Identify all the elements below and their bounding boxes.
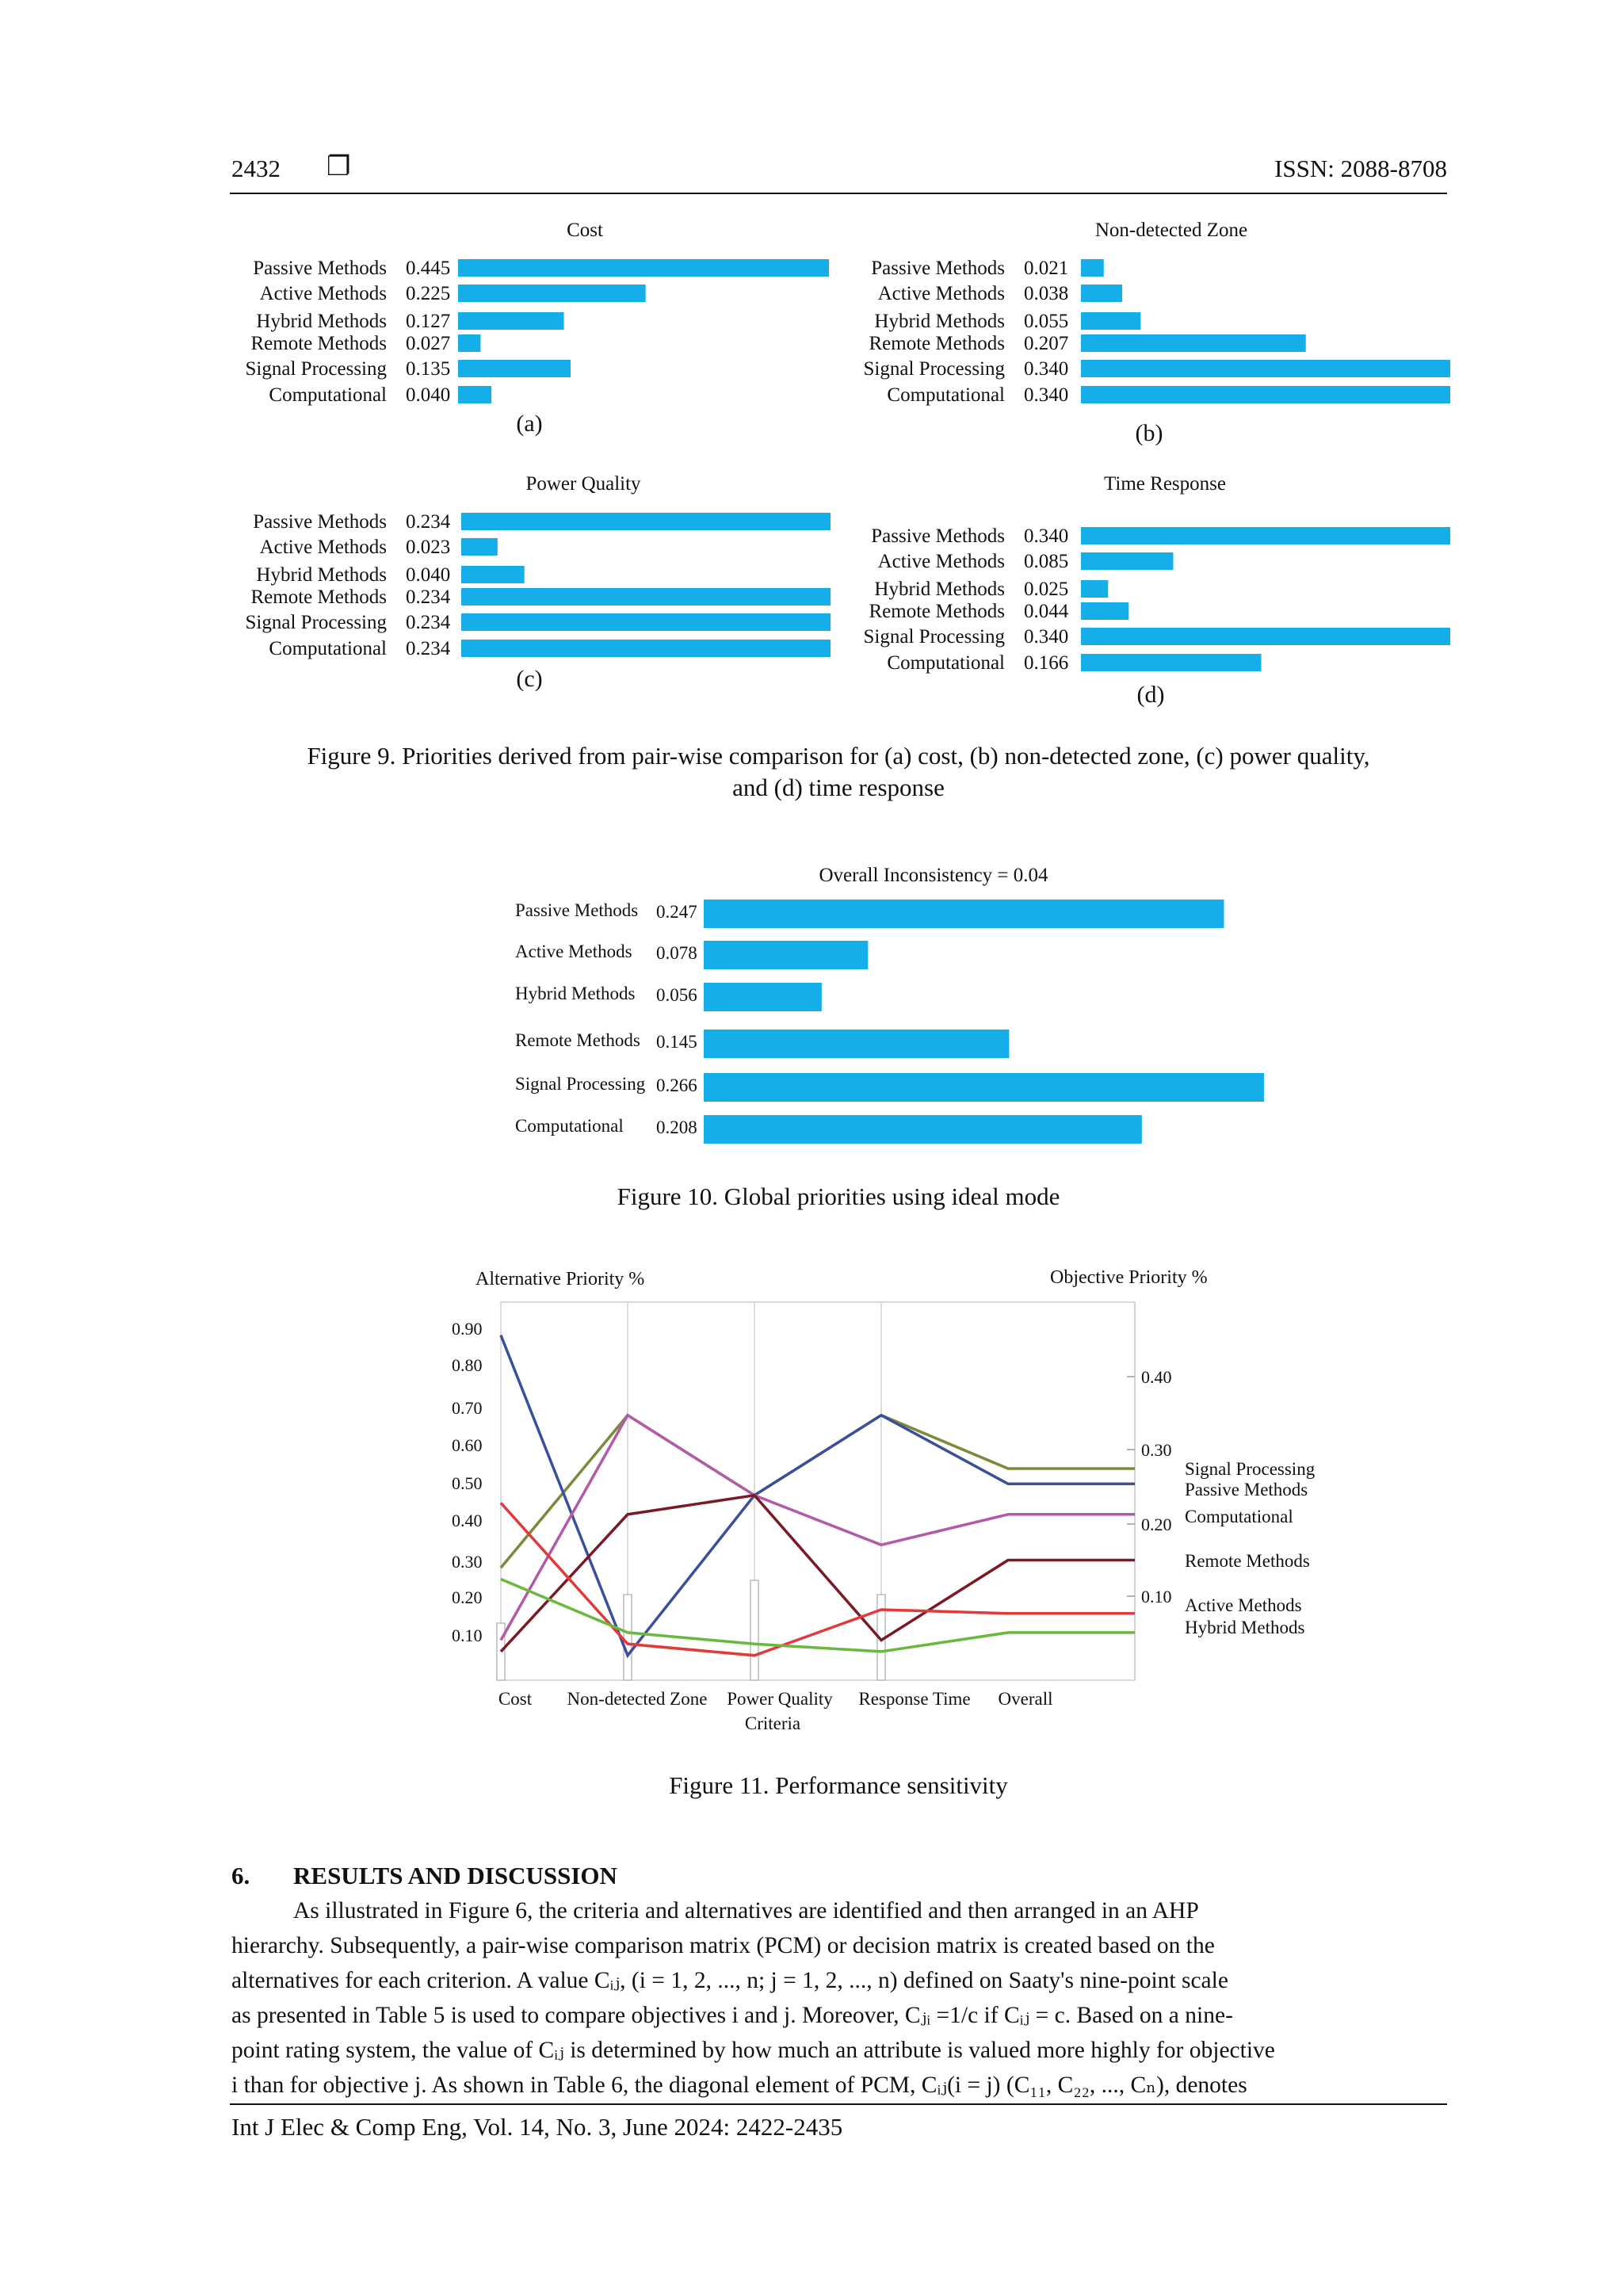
panel-title: Non-detected Zone [1094,220,1248,241]
bar [704,1073,1264,1102]
bar [458,386,491,403]
left-tick-label: 0.50 [452,1473,483,1493]
left-tick-label: 0.60 [452,1435,483,1455]
bar-category-label: Hybrid Methods [256,311,387,332]
bar [1081,552,1174,570]
bar [704,1030,1009,1058]
bar-category-label: Remote Methods [250,586,387,608]
bar [461,538,498,556]
bar-category-label: Hybrid Methods [515,984,636,1003]
bar-category-label: Active Methods [259,537,387,558]
figure-9-caption [230,740,1447,804]
bar-value-label: 0.340 [1024,525,1069,547]
panel-label: (b) [1135,420,1163,446]
bar-value-label: 0.234 [406,586,451,608]
bar-value-label: 0.234 [406,638,451,659]
body-line: as presented in Table 5 is used to compare objectives i and j. Moreover, Cⱼᵢ =1/c if Cᵢⱼ = c. Based on a nine- [231,2003,1233,2028]
left-axis-title: Alternative Priority % [475,1269,645,1289]
legend-entry: Passive Methods [1185,1480,1308,1499]
bar-category-label: Passive Methods [871,525,1005,547]
bar-category-label: Computational [269,638,387,659]
left-tick-label: 0.30 [452,1552,483,1572]
bar [1081,285,1122,302]
legend-entry: Active Methods [1185,1595,1302,1615]
issn: ISSN: 2088-8708 [1274,155,1447,182]
bar [1081,527,1450,544]
figure-9-caption-line2: and (d) time response [732,774,945,801]
bar [458,312,564,330]
bar [461,640,831,657]
panel-label: (d) [1136,682,1165,708]
right-tick-label: 0.40 [1141,1367,1172,1387]
right-tick-label: 0.30 [1141,1440,1172,1460]
x-axis-title: Criteria [744,1713,801,1733]
bar-category-label: Signal Processing [245,612,387,633]
section-number: 6. [231,1862,250,1889]
bar-category-label: Remote Methods [515,1030,640,1050]
bar [458,285,646,302]
bar [1081,360,1450,377]
body-line: hierarchy. Subsequently, a pair-wise comparison matrix (PCM) or decision matrix is created based on the [231,1933,1215,1958]
page-number: 2432 [231,155,281,182]
bar-value-label: 0.166 [1024,652,1069,674]
panel-title: Time Response [1104,473,1226,495]
bar-category-label: Hybrid Methods [874,579,1005,600]
figure-10-title: Overall Inconsistency = 0.04 [819,865,1048,886]
bar-value-label: 0.340 [1024,384,1069,406]
box-icon: ❐ [327,152,351,181]
bar-category-label: Passive Methods [871,258,1005,279]
bar-value-label: 0.234 [406,612,451,633]
criteria-weight-bar [750,1580,758,1680]
criteria-weight-bar [624,1595,632,1680]
bar [458,360,571,377]
bar-value-label: 0.340 [1024,358,1069,380]
bar [461,613,831,631]
bar [704,1115,1142,1144]
legend-entry: Remote Methods [1185,1551,1310,1571]
bar-value-label: 0.040 [406,564,451,586]
left-tick-label: 0.90 [452,1319,483,1339]
left-tick-label: 0.20 [452,1587,483,1607]
panel-title: Power Quality [525,473,641,495]
bar-value-label: 0.208 [656,1117,697,1137]
bar-value-label: 0.055 [1024,311,1069,332]
x-tick-label: Non-detected Zone [567,1689,708,1709]
bar-category-label: Computational [887,384,1005,406]
bar [458,259,829,277]
header-rule [230,193,1447,194]
legend-entry: Signal Processing [1185,1459,1316,1479]
bar [1081,312,1140,330]
figure-9-caption-line1: Figure 9. Priorities derived from pair-wise comparison for (a) cost, (b) non-detected zone, (c) power quality, [307,742,1370,770]
left-tick-label: 0.10 [452,1626,483,1645]
bar [704,900,1224,928]
bar-category-label: Remote Methods [869,601,1005,622]
legend-entry: Computational [1185,1507,1293,1526]
bar-category-label: Computational [269,384,387,406]
bar-category-label: Active Methods [877,551,1005,572]
bar [461,588,831,606]
bar-category-label: Computational [515,1116,624,1136]
bar-category-label: Signal Processing [863,358,1005,380]
figure-10 [0,852,1623,1153]
x-tick-label: Power Quality [727,1689,833,1709]
left-tick-label: 0.80 [452,1355,483,1375]
panel-title: Cost [567,220,603,241]
series-line-hybrid-methods [501,1580,1135,1652]
bar-value-label: 0.038 [1024,283,1069,304]
figure-9-panel-1 [864,220,1450,446]
bar-value-label: 0.027 [406,333,451,354]
bar-value-label: 0.056 [656,985,697,1005]
bar-category-label: Active Methods [515,942,632,961]
bar-value-label: 0.023 [406,537,451,558]
bar-value-label: 0.135 [406,358,451,380]
bar-value-label: 0.225 [406,283,451,304]
bar-category-label: Remote Methods [869,333,1005,354]
bar [1081,386,1450,403]
bar-category-label: Remote Methods [250,333,387,354]
panel-label: (a) [516,411,543,437]
bar-value-label: 0.207 [1024,333,1069,354]
body-line: i than for objective j. As shown in Table 6, the diagonal element of PCM, Cᵢⱼ(i = j) (C₁₁, C₂₂, ..., Cₙ), denotes [231,2073,1247,2098]
bar-category-label: Active Methods [259,283,387,304]
x-tick-label: Cost [498,1689,533,1709]
bar-category-label: Computational [887,652,1005,674]
bar [704,941,868,969]
right-tick-label: 0.10 [1141,1587,1172,1606]
figure-11 [0,1256,1623,1740]
bar [1081,654,1262,671]
bar-category-label: Passive Methods [515,900,639,920]
series-line-computational [501,1415,1135,1641]
bar [1081,602,1128,620]
bar-value-label: 0.021 [1024,258,1069,279]
figure-9-panel-0 [246,220,829,437]
bar-value-label: 0.340 [1024,626,1069,648]
footer-rule [230,2103,1447,2105]
bar-category-label: Active Methods [877,283,1005,304]
left-tick-label: 0.40 [452,1511,483,1530]
figure-9 [0,198,1623,721]
legend-entry: Hybrid Methods [1185,1618,1305,1637]
bar-value-label: 0.145 [656,1032,697,1052]
panel-label: (c) [516,666,543,692]
plot-frame [501,1302,1135,1680]
bar [458,334,480,352]
bar [461,566,525,583]
series-line-signal-processing [501,1415,1135,1568]
figure-9-panel-2 [246,473,831,692]
bar-category-label: Signal Processing [515,1074,646,1094]
bar-value-label: 0.040 [406,384,451,406]
section-title: RESULTS AND DISCUSSION [293,1862,617,1889]
bar [461,513,831,530]
figure-11-caption: Figure 11. Performance sensitivity [669,1771,1008,1799]
bar-value-label: 0.127 [406,311,451,332]
bar-value-label: 0.445 [406,258,451,279]
bar [1081,580,1108,598]
figure-9-panel-3 [864,473,1450,708]
figure-10-caption: Figure 10. Global priorities using ideal mode [617,1182,1060,1210]
body-line: alternatives for each criterion. A value Cᵢⱼ, (i = 1, 2, ..., n; j = 1, 2, ..., n) defined on Saaty's nine-point scale [231,1968,1228,1993]
bar [1081,334,1306,352]
bar-category-label: Hybrid Methods [256,564,387,586]
left-tick-label: 0.70 [452,1398,483,1418]
bar-value-label: 0.234 [406,511,451,533]
x-tick-label: Overall [998,1689,1053,1709]
x-tick-label: Response Time [858,1689,971,1709]
bar-value-label: 0.085 [1024,551,1069,572]
bar-category-label: Signal Processing [863,626,1005,648]
bar [704,983,822,1011]
body-line: As illustrated in Figure 6, the criteria and alternatives are identified and then arranged in an AHP [293,1898,1199,1924]
section-body [231,1893,1445,2103]
right-tick-label: 0.20 [1141,1515,1172,1534]
bar-category-label: Passive Methods [253,511,387,533]
footer-citation: Int J Elec & Comp Eng, Vol. 14, No. 3, June 2024: 2422-2435 [231,2113,843,2141]
bar [1081,259,1104,277]
body-line: point rating system, the value of Cᵢⱼ is determined by how much an attribute is valued more highly for objective [231,2038,1275,2063]
bar-value-label: 0.025 [1024,579,1069,600]
bar-category-label: Signal Processing [245,358,387,380]
bar-value-label: 0.044 [1024,601,1069,622]
bar-category-label: Passive Methods [253,258,387,279]
bar [1081,628,1450,645]
bar-category-label: Hybrid Methods [874,311,1005,332]
bar-value-label: 0.266 [656,1075,697,1095]
bar-value-label: 0.078 [656,943,697,963]
bar-value-label: 0.247 [656,902,697,922]
right-axis-title: Objective Priority % [1050,1267,1208,1288]
criteria-weight-bar [497,1623,505,1680]
